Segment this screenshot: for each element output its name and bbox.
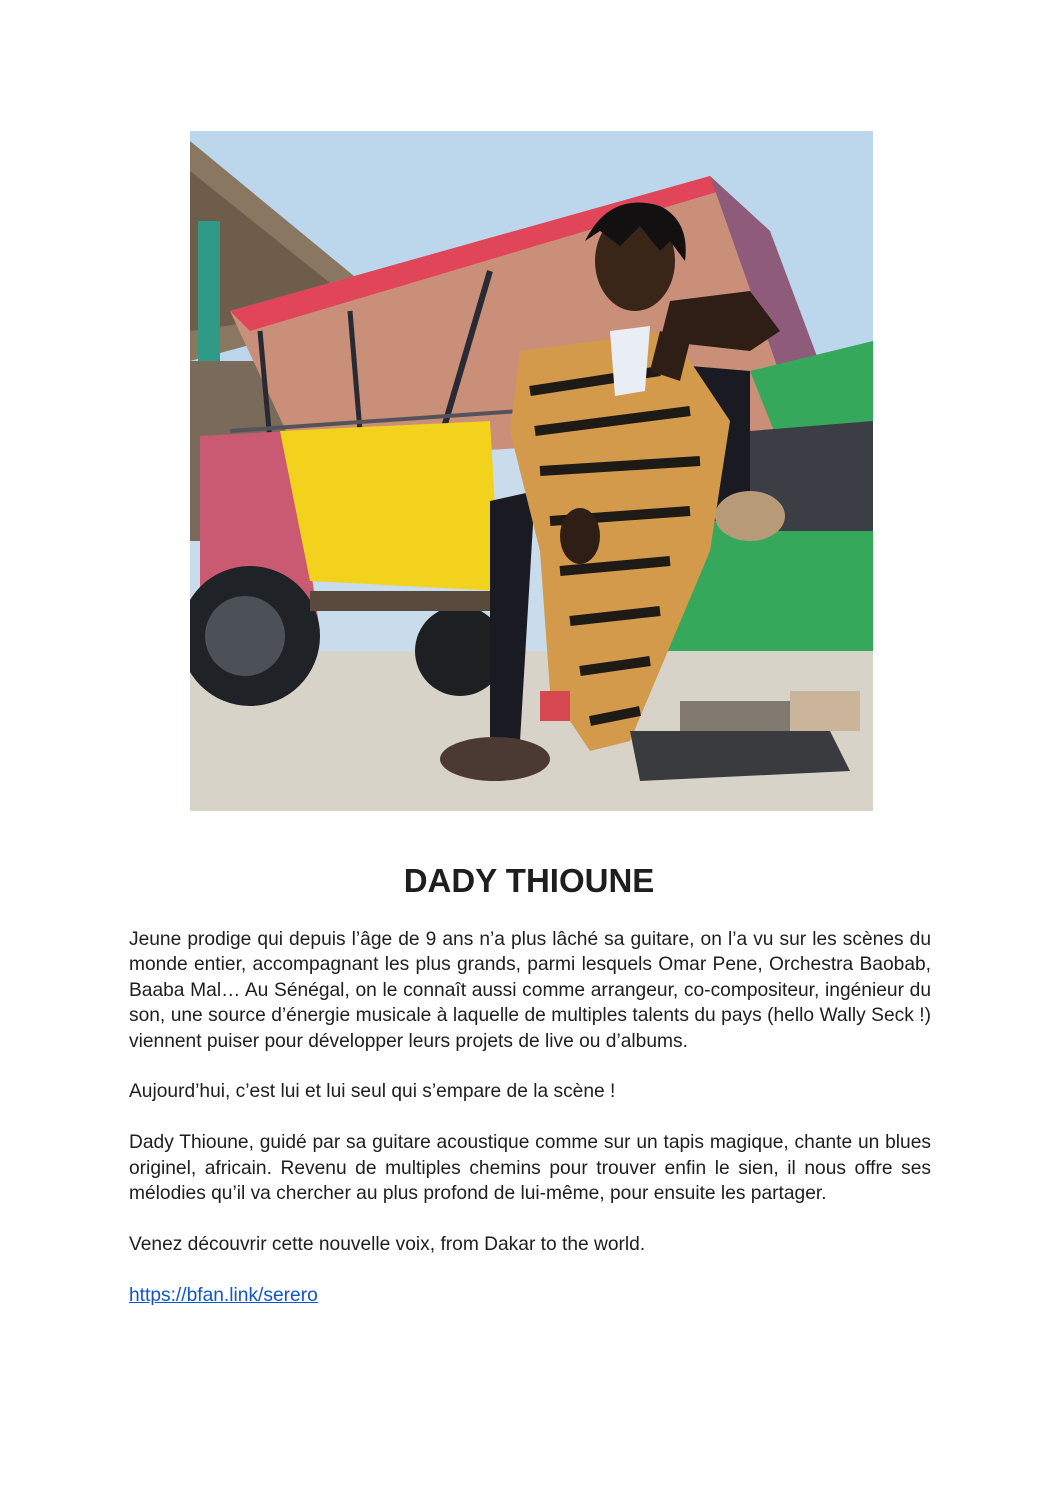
bfan-link[interactable]: https://bfan.link/serero <box>129 1284 318 1306</box>
artist-photo-illustration <box>190 131 873 811</box>
artist-name-title: DADY THIOUNE <box>403 862 655 899</box>
bio-paragraph-2: Aujourd’hui, c’est lui et lui seul qui s’empare de la scène ! <box>129 1081 616 1103</box>
bio-paragraph-4: Venez découvrir cette nouvelle voix, from Dakar to the world. <box>129 1233 646 1255</box>
artist-photo <box>190 131 873 811</box>
link-paragraph <box>129 1283 931 1308</box>
bio-paragraph-1: Jeune prodige qui depuis l’âge de 9 ans n’a plus lâché sa guitare, on l’a vu sur les scènes du monde entier, accompagnant les plus grands, parmi lesquels Omar Pene, Orchestra Baobab, Baaba Mal… Au Sénégal, on le connaît aussi comme arrangeur, co-compositeur, ingénieur du son, une source d’énergie musicale à laquelle de multiples talents du pays (hello Wally Seck !) viennent puiser pour développer leurs projets de live ou d’albums. <box>129 929 931 1052</box>
bio-paragraph-3: Dady Thioune, guidé par sa guitare acoustique comme sur un tapis magique, chante un blues originel, africain. Revenu de multiples chemins pour trouver enfin le sien, il nous offre ses mélodies qu’il va chercher au plus profond de lui-même, pour ensuite les partager. <box>129 1132 931 1205</box>
artist-bio <box>129 927 931 1333</box>
